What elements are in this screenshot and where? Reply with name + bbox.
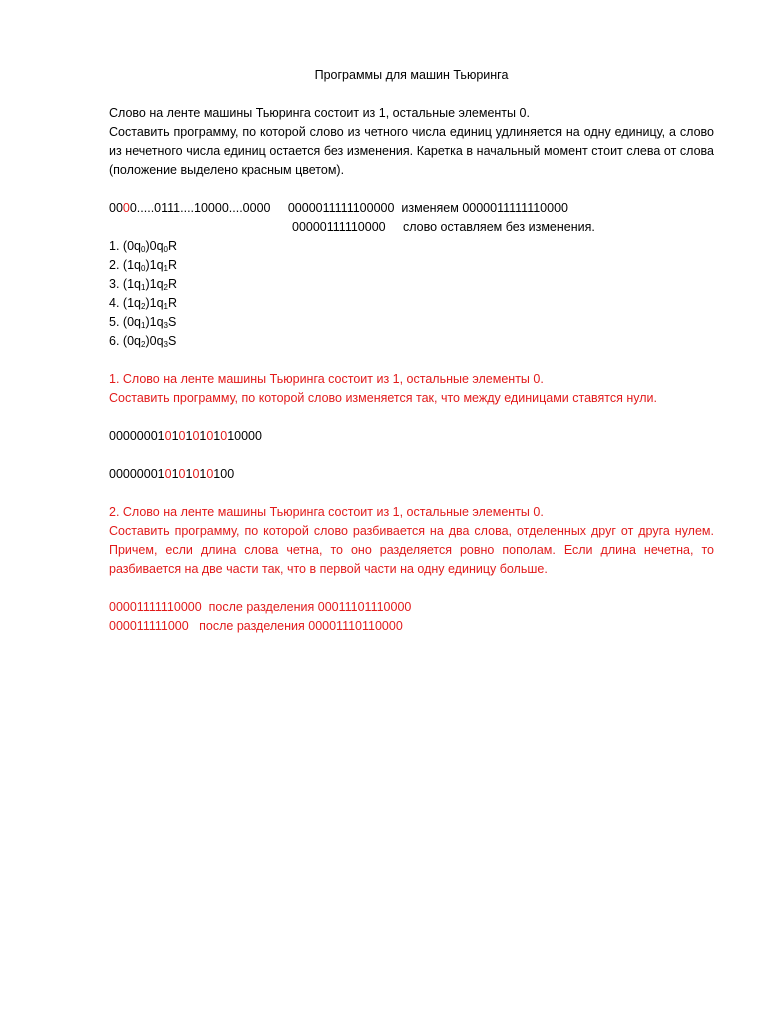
spacer <box>109 579 714 598</box>
carriage-position: 0 <box>122 201 130 215</box>
tape-segment: 0.....0111....10000....0000 0000011111100000 изменяем 0000011111110000 <box>129 201 568 215</box>
document-page <box>109 66 714 636</box>
spacer <box>109 180 714 199</box>
task1-sequence-1: 0000000101010101010000 <box>109 429 262 443</box>
tape-segment: 00 <box>109 201 123 215</box>
rule-item: 4. $(1q_2)1q_1R$ <box>109 296 178 311</box>
rule-item: 2. $(1q_0)1q_1R$ <box>109 258 178 273</box>
spacer <box>109 351 714 370</box>
task1-text: Составить программу, по которой слово изменяется так, что между единицами ставятся нули. <box>109 391 658 405</box>
task2-heading: 2. Слово на ленте машины Тьюринга состоит из 1, остальные элементы 0. <box>109 505 544 519</box>
spacer <box>109 484 714 503</box>
rules-list <box>109 237 714 351</box>
task1-sequence-2: 000000010101010100 <box>109 467 235 481</box>
rule-item: 5. $(0q_1)1q_3S$ <box>109 315 177 330</box>
rule-item: 6. $(0q_2)0q_3S$ <box>109 334 177 349</box>
task2-example-2: 000011111000 после разделения 00001110110000 <box>109 619 403 633</box>
example-row-1 <box>109 199 714 218</box>
page-title: Программы для машин Тьюринга <box>314 68 509 82</box>
rule-item: 1. $(0q_0)0q_0R$ <box>109 239 178 254</box>
rule-item: 3. $(1q_1)1q_2R$ <box>109 277 178 292</box>
intro-line-2: Составить программу, по которой слово из четного числа единиц удлиняется на одну единицу, а слово из нечетного числа единиц остается без изменения. Каретка в начальный момент стоит слева от слова (положение выделено красным цветом). <box>109 125 714 177</box>
example-row-2: 00000111110000 слово оставляем без изменения. <box>292 220 595 234</box>
intro-line-1: Слово на ленте машины Тьюринга состоит из 1, остальные элементы 0. <box>109 106 530 120</box>
task1-heading: 1. Слово на ленте машины Тьюринга состоит из 1, остальные элементы 0. <box>109 372 544 386</box>
spacer <box>109 446 714 465</box>
task2-example-1: 00001111110000 после разделения 00011101110000 <box>109 600 412 614</box>
task2-text: Составить программу, по которой слово разбивается на два слова, отделенных друг от друга нулем. Причем, если длина слова четна, то оно разделяется ровно пополам. Если длина нечетна, то разбивается на две части так, что в первой части на одну единицу больше. <box>109 524 714 576</box>
spacer <box>109 408 714 427</box>
